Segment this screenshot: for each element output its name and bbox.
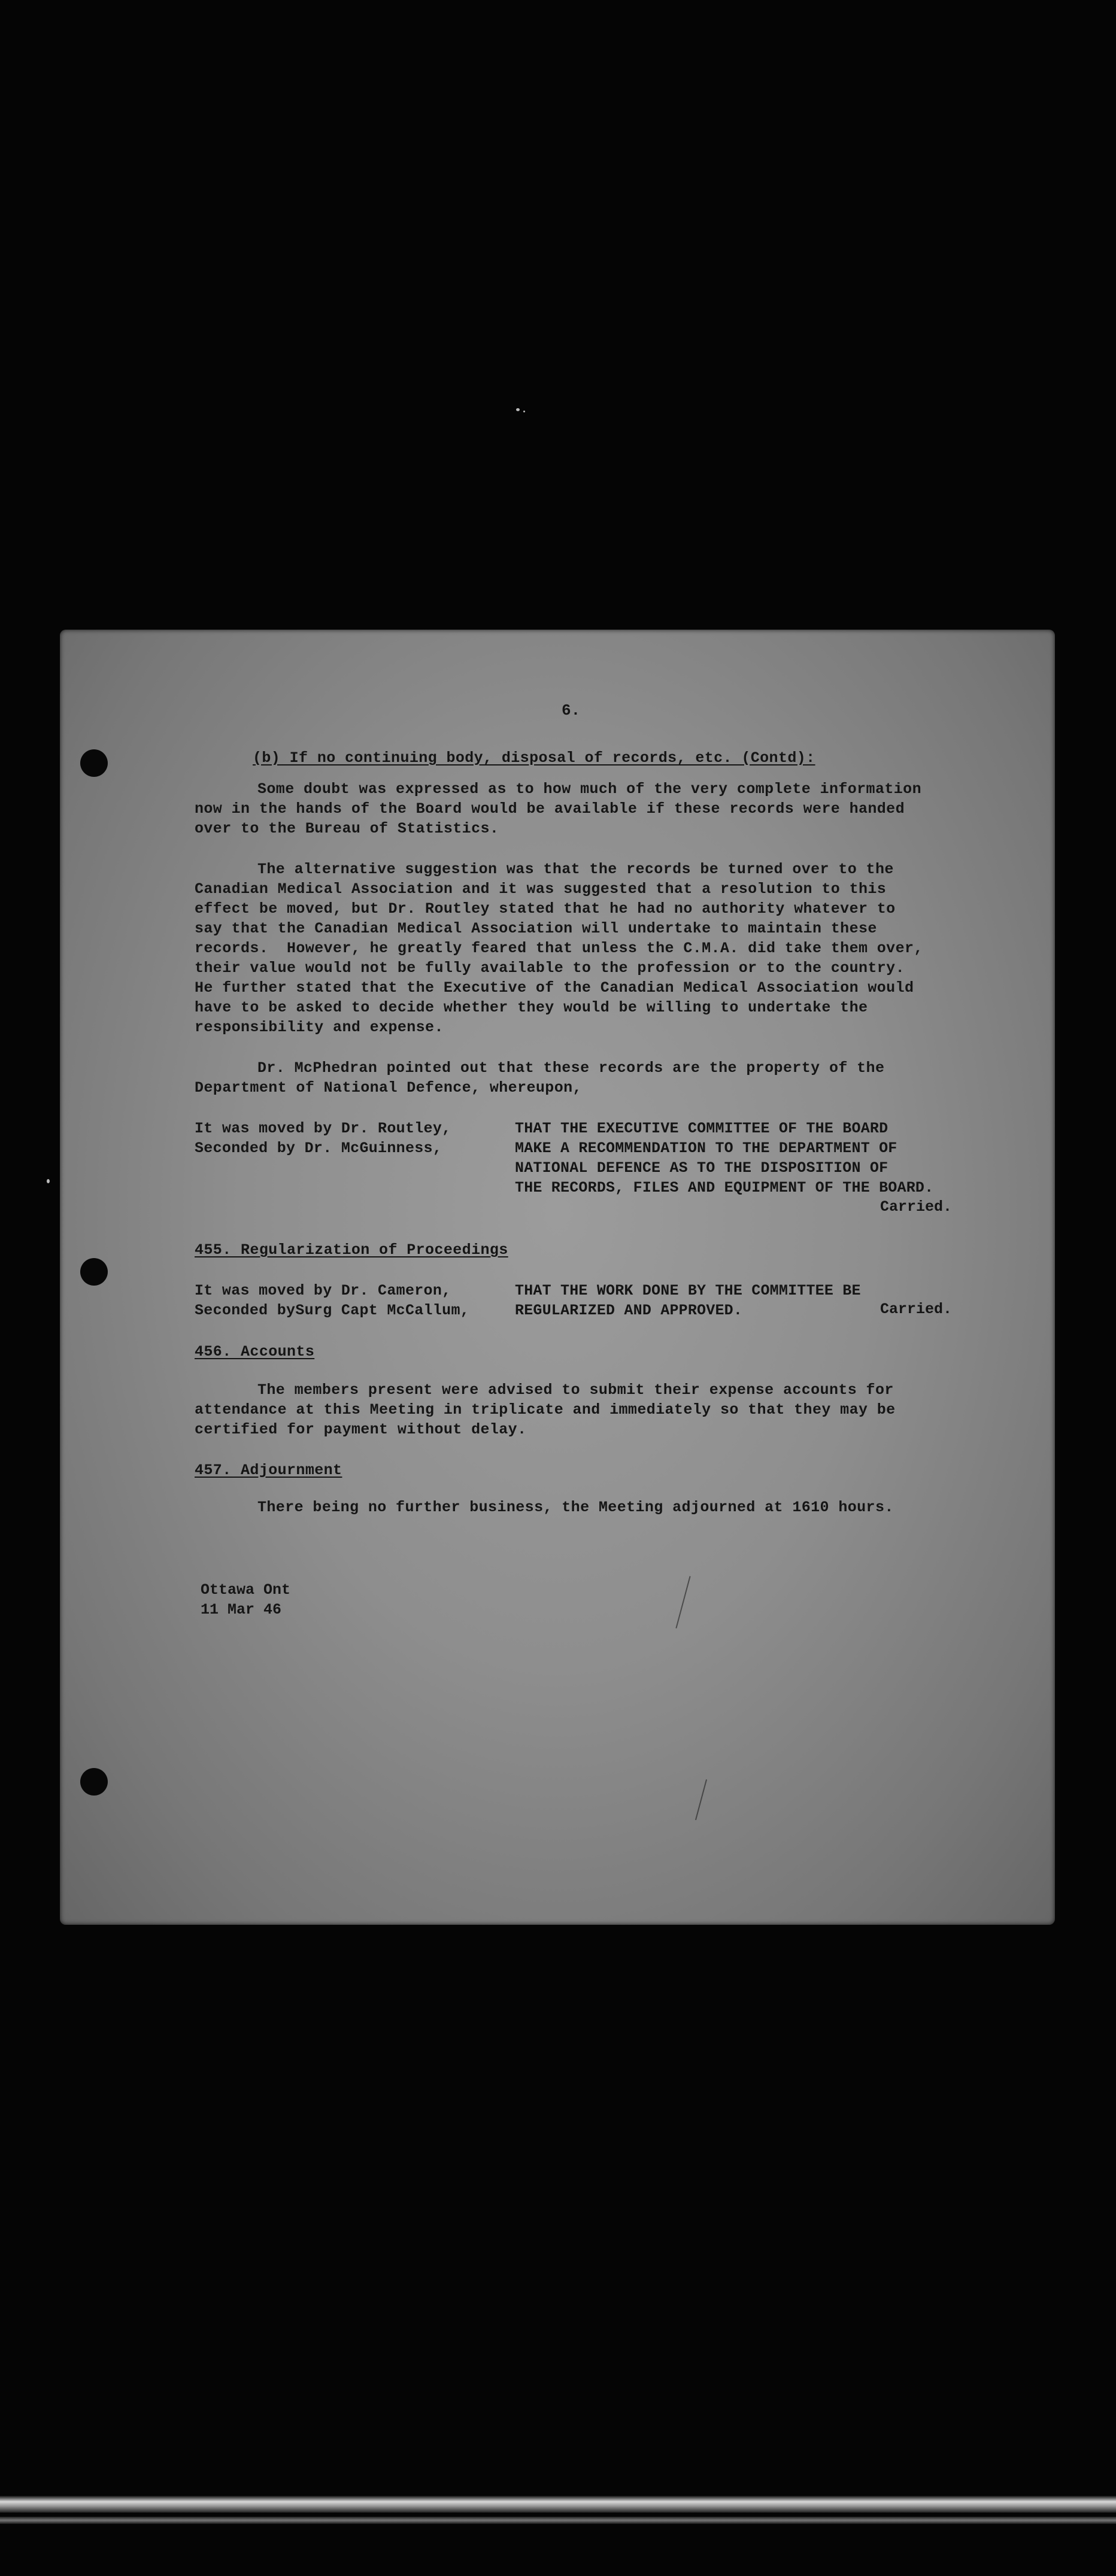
motion-status: Carried. — [880, 1198, 953, 1216]
film-edge — [0, 2496, 1116, 2513]
film-speck — [523, 411, 525, 412]
moved-by: It was moved by Dr. Cameron, — [195, 1282, 451, 1299]
resolution-line: MAKE A RECOMMENDATION TO THE DEPARTMENT OF — [515, 1140, 897, 1157]
resolution-line: THAT THE WORK DONE BY THE COMMITTEE BE — [515, 1282, 861, 1299]
paragraph-line: responsibility and expense. — [195, 1019, 444, 1036]
seconded-by: Seconded by Dr. McGuinness, — [195, 1140, 442, 1157]
paper-scratch — [675, 1576, 690, 1628]
seconded-by: Seconded bySurg Capt McCallum, — [195, 1302, 470, 1319]
footer-place: Ottawa Ont — [201, 1581, 291, 1599]
punch-hole-middle — [80, 1258, 108, 1286]
paragraph-line: now in the hands of the Board would be available if these records were handed — [195, 800, 905, 818]
paragraph-line: certified for payment without delay. — [195, 1421, 527, 1438]
section-457-paragraph: There being no further business, the Meeting adjourned at 1610 hours. — [257, 1499, 894, 1516]
section-457-heading: 457. Adjournment — [195, 1462, 342, 1479]
resolution-line: NATIONAL DEFENCE AS TO THE DISPOSITION OF — [515, 1159, 888, 1177]
paragraph-line: have to be asked to decide whether they would be willing to undertake the — [195, 999, 868, 1016]
footer-date: 11 Mar 46 — [201, 1601, 282, 1618]
paragraph-line: He further stated that the Executive of the Canadian Medical Association would — [195, 979, 914, 997]
paragraph-line: Some doubt was expressed as to how much of the very complete information — [257, 780, 921, 798]
film-speck — [516, 408, 520, 411]
resolution-line: REGULARIZED AND APPROVED. — [515, 1302, 743, 1319]
resolution-line: THAT THE EXECUTIVE COMMITTEE OF THE BOARD — [515, 1120, 888, 1137]
paragraph-line: The members present were advised to submit their expense accounts for — [257, 1381, 894, 1399]
paragraph-line: Canadian Medical Association and it was suggested that a resolution to this — [195, 880, 887, 898]
paragraph-line: Dr. McPhedran pointed out that these records are the property of the — [257, 1059, 885, 1077]
paragraph-line: records. However, he greatly feared that unless the C.M.A. did take them over, — [195, 940, 923, 957]
document-page — [60, 630, 1055, 1925]
section-455-heading: 455. Regularization of Proceedings — [195, 1241, 508, 1259]
film-speck — [47, 1179, 50, 1183]
paragraph-line: Department of National Defence, whereupon, — [195, 1079, 582, 1096]
section-456-heading: 456. Accounts — [195, 1343, 315, 1360]
paragraph-line: over to the Bureau of Statistics. — [195, 820, 499, 837]
paragraph-line: their value would not be fully available to the profession or to the country. — [195, 959, 905, 977]
punch-hole-top — [80, 749, 108, 777]
punch-hole-bottom — [80, 1768, 108, 1796]
moved-by: It was moved by Dr. Routley, — [195, 1120, 451, 1137]
resolution-line: THE RECORDS, FILES AND EQUIPMENT OF THE BOARD. — [515, 1179, 934, 1196]
paragraph-line: say that the Canadian Medical Association will undertake to maintain these — [195, 920, 877, 937]
page-number: 6. — [562, 701, 581, 719]
film-edge — [0, 2517, 1116, 2524]
paragraph-line: The alternative suggestion was that the records be turned over to the — [257, 861, 894, 878]
paragraph-line: attendance at this Meeting in triplicate and immediately so that they may be — [195, 1401, 896, 1418]
section-b-heading: (b) If no continuing body, disposal of records, etc. (Contd): — [253, 749, 815, 767]
motion-status: Carried. — [880, 1301, 953, 1318]
paper-scratch — [695, 1779, 707, 1820]
paragraph-line: effect be moved, but Dr. Routley stated that he had no authority whatever to — [195, 900, 896, 918]
